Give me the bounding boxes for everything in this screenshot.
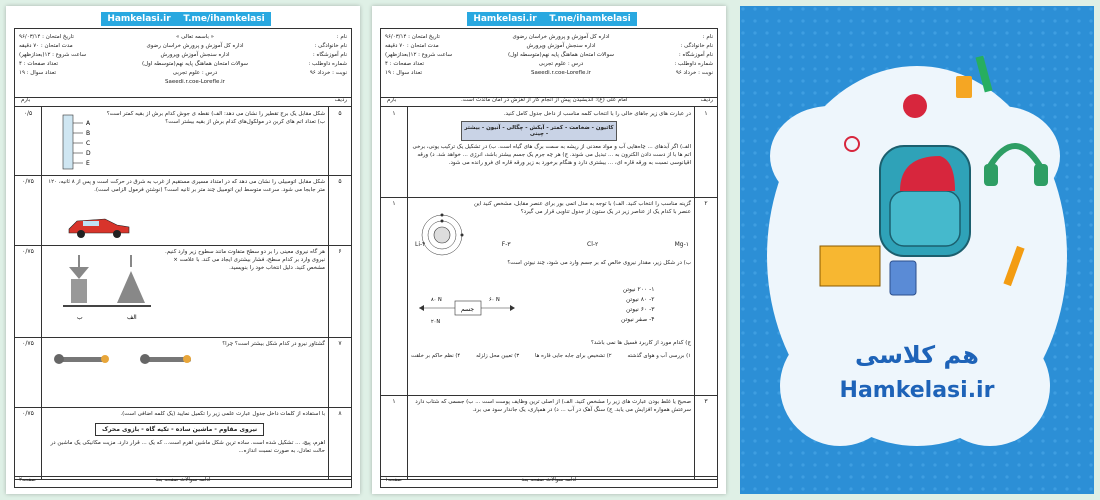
pressure-surfaces-diagram bbox=[55, 253, 155, 323]
question-8: ۸ ۰/۷۵ با استفاده از کلمات داخل جدول عبارت علمی زیر را تکمیل نمایید (یک کلمه اضافی است). نیروی مقاوم - ماشین ساده - تکیه گاه - بازوی محرک اهرم، پیچ، ... تشکیل شده است. ساده ترین شکل ماشین اهرم است... که یک ... قرار دارد. مزیت مکانیکی یک ماشین در حالت تعادل، به صورت نسبت اندازه... bbox=[14, 407, 352, 480]
exam-info-2: تاریخ امتحان : ۹۶/۰۳/۱۴ مدت امتحان : ۷۰ دقیقه ساعت شروع : ۱۲(بعدازظهر) تعداد صفحات : ۴ تعداد سوال : ۱۹ bbox=[385, 34, 453, 76]
exam-title: « باسمه تعالی » اداره کل آموزش و پرورش خراسان رضوی اداره سنجش آموزش وپرورش سوالات امتحان هماهنگ پایه نهم(متوسطه اول) درس : علوم تجربی Saeedi.r.coe-Lorefle.ir bbox=[141, 34, 249, 85]
q8-text: با استفاده از کلمات داخل جدول عبارت علمی زیر را تکمیل نمایید (یک کلمه اضافی است). bbox=[120, 411, 325, 417]
word-bank: نیروی مقاوم - ماشین ساده - تکیه گاه - بازوی محرک bbox=[95, 423, 264, 436]
column-header-2: ردیف امام علی (ع): اندیشیدن پیش از انجام کار از لغزش در امان مانَدت است. بارم bbox=[380, 96, 718, 107]
q8-tail: اهرم، پیچ، ... تشکیل شده است. ساده ترین شکل ماشین اهرم است... که یک ... قرار دارد. مزیت مکانیکی یک ماشین در حالت تعادل، به صورت نسبت اندازه... bbox=[50, 440, 325, 454]
site-banner-2[interactable]: Hamkelasi.ir T.me/ihamkelasi bbox=[467, 12, 637, 26]
question-1: ۱ ۱ در عبارت های زیر جاهای خالی را با انتخاب کلمه مناسب از داخل جدول کامل کنید. کاتیون - ضخامت - کمتر - آبکش - چگالی - آنیون - بیشتر - چینی الف) اگر آبدهای ... چاه‌هایی آب و مواد معدنی از ریشه به سمت برگ های گیاه است. ب) در تشکیل یک ترکیب یونی، برخی اتم ها با از دست دادن الکترون به ... تبدیل می شوند. ج) هر چه جرم یک جسم بیشتر باشد، انرژی ... خواهد شد. د) ورقه اقیانوسی نسبت به ورقه قاره ای، ... بیشتری دارد و هنگام برخورد به زیر ورقه قاره ای فرو رانده می شود. bbox=[380, 107, 718, 198]
label-a: A bbox=[86, 120, 91, 127]
label-e: E bbox=[86, 160, 90, 167]
exam-title-2: اداره کل آموزش و پرورش خراسان رضوی اداره سنجش آموزش وپرورش سوالات امتحان هماهنگ پایه نهم(متوسطه اول) درس : علوم تجربی Saeedi.r.coe-Lorefle.ir bbox=[507, 34, 615, 76]
word-bank-2: کاتیون - ضخامت - کمتر - آبکش - چگالی - آنیون - بیشتر - چینی bbox=[461, 121, 617, 141]
question-5a: ۵ ۰/۵ شکل مقابل یک برج تقطیر را نشان می دهد: الف) نقطه ی جوش کدام برش از بقیه کمتر است؟ ب) تعداد اتم های کربن در مولکول‌های کدام برش از بقیه بیشتر است؟ A B C D E bbox=[14, 107, 352, 176]
svg-text:۶۰ N: ۶۰ N bbox=[489, 297, 500, 303]
label-b: B bbox=[86, 130, 91, 137]
banner-site: Hamkelasi.ir bbox=[107, 14, 171, 24]
promo-panel[interactable] bbox=[740, 6, 1094, 494]
exam-header-2 bbox=[380, 28, 718, 98]
option-li[interactable]: Li-۴ bbox=[415, 241, 426, 248]
question-3: ۳ ۱ صحیح یا غلط بودن عبارت های زیر را مشخص کنید. الف) از اصلی ترین وظایف پوست است ... ب) جسمی که شتاب دارد سرعتش همواره افزایش می یابد. ج) سنگ آهک در آب ... د) در همپاری، یک جاندار سود می برد. bbox=[380, 395, 718, 480]
school-supplies-illustration bbox=[740, 6, 1094, 494]
car-illustration bbox=[65, 211, 135, 239]
label-d: D bbox=[86, 150, 91, 157]
exam-header bbox=[14, 28, 352, 98]
question-5b: ۵ ۰/۷۵ شکل مقابل اتومبیلی را نشان می دهد که در امتداد مسیری مستقیم از غرب به شرق در حرکت است و پس از ۸ ثانیه، ۱۲۰ متر جابجا می شود. سرعت متوسط این اتومبیل چند متر بر ثانیه است؟ (نوشتن فرمول الزامی است). bbox=[14, 175, 352, 246]
student-info-2: نام : نام خانوادگی : نام آموزشگاه : شماره داوطلب : نوبت : خرداد ۹۶ bbox=[674, 34, 713, 76]
option-mg[interactable]: Mg-۱ bbox=[674, 241, 689, 248]
force-diagram bbox=[417, 293, 517, 327]
promo-title-persian: هم کلاسی bbox=[855, 341, 979, 369]
question-6: ۶ ۰/۷۵ هر گاه نیروی معینی را بر دو سطح متفاوت مانند سطوح زیر وارد کنیم. نیروی وارد بر کدام سطح، فشار بیشتری ایجاد می کند. با علامت × مشخص کنید. دلیل انتخاب خود را بنویسید. ب الف bbox=[14, 245, 352, 338]
exam-info: تاریخ امتحان : ۹۶/۰۳/۱۴ مدت امتحان : ۷۰ دقیقه ساعت شروع : ۱۲(بعدازظهر) تعداد صفحات : ۴ تعداد سوال : ۱۹ bbox=[19, 34, 87, 76]
svg-text:۸۰ N: ۸۰ N bbox=[431, 297, 442, 303]
wrench-diagrams bbox=[51, 349, 211, 371]
banner-channel: T.me/ihamkelasi bbox=[183, 14, 265, 24]
bohr-atom-model bbox=[417, 213, 467, 257]
q2b-options: ۱- ۲۰۰ نیوتن ۲- ۸۰ نیوتن ۳- ۶۰ نیوتن ۴- صفر نیوتن bbox=[621, 286, 655, 323]
label-alef-surface: الف bbox=[127, 314, 137, 321]
label-c: C bbox=[86, 140, 91, 147]
exam-page-1 bbox=[372, 6, 726, 494]
distillation-tower-diagram bbox=[49, 113, 105, 173]
label-b-surface: ب bbox=[77, 314, 83, 321]
column-header: ردیف بارم bbox=[14, 96, 352, 107]
option-f[interactable]: F-۳ bbox=[501, 241, 511, 248]
svg-text:جسم: جسم bbox=[461, 306, 475, 313]
student-info: نام : نام خانوادگی : نام آموزشگاه : شماره داوطلب : نوبت : خرداد ۹۶ bbox=[308, 34, 347, 76]
site-banner[interactable] bbox=[101, 12, 271, 26]
q2a-options bbox=[415, 241, 689, 248]
svg-text:۲۰N: ۲۰N bbox=[431, 319, 441, 325]
q2c-options: ۱) بررسی آب و هوای گذشته ۲) تشخیص برای جابه جایی قاره ها ۳) تعیین محل زلزله ۴) نظم حاکم بر خلقت bbox=[411, 353, 691, 359]
question-7: ۷ ۰/۷۵ گشتاور نیرو در کدام شکل بیشتر است؟ چرا؟ bbox=[14, 337, 352, 408]
motto: امام علی (ع): اندیشیدن پیش از انجام کار از لغزش در امان مانَدت است. bbox=[461, 97, 628, 103]
page-footer-2: ادامه سوالات صفحه بعد صفحه۱ bbox=[380, 476, 718, 488]
exam-page-2 bbox=[6, 6, 360, 494]
page-footer: ادامه سوالات صفحه بعد صفحه۲ bbox=[14, 476, 352, 488]
question-2: ۲ ۱ گزینه مناسب را انتخاب کنید. الف) با توجه به مدل اتمی بور برای عنصر مقابل، مشخص کنید این عنصر با کدام یک از عناصر زیر در یک ستون از جدول تناوبی قرار می گیرد؟ Mg-۱ Cl-۲ F-۳ Li-۴ ب) در شکل زیر، مقدار نیروی خالص که بر جسم وارد می شود، چند نیوتن است؟ جسم ۸۰ N ۲۰N ۶۰ N ۱- ۲۰۰ نیوتن ۲- ۸۰ نیوتن ۳- ۶۰ نیوتن ۴- صفر نیوتن ج) کدام مورد از کاربرد فسیل ها نمی باشد؟ ۱) بررسی آب و هوای گذشته ۲) تشخیص برای جابه جایی قاره ها ۳) تعیین محل زلزله ۴) نظم حاکم بر خلقت bbox=[380, 197, 718, 396]
option-cl[interactable]: Cl-۲ bbox=[587, 241, 599, 248]
promo-title-latin: Hamkelasi.ir bbox=[839, 378, 995, 403]
